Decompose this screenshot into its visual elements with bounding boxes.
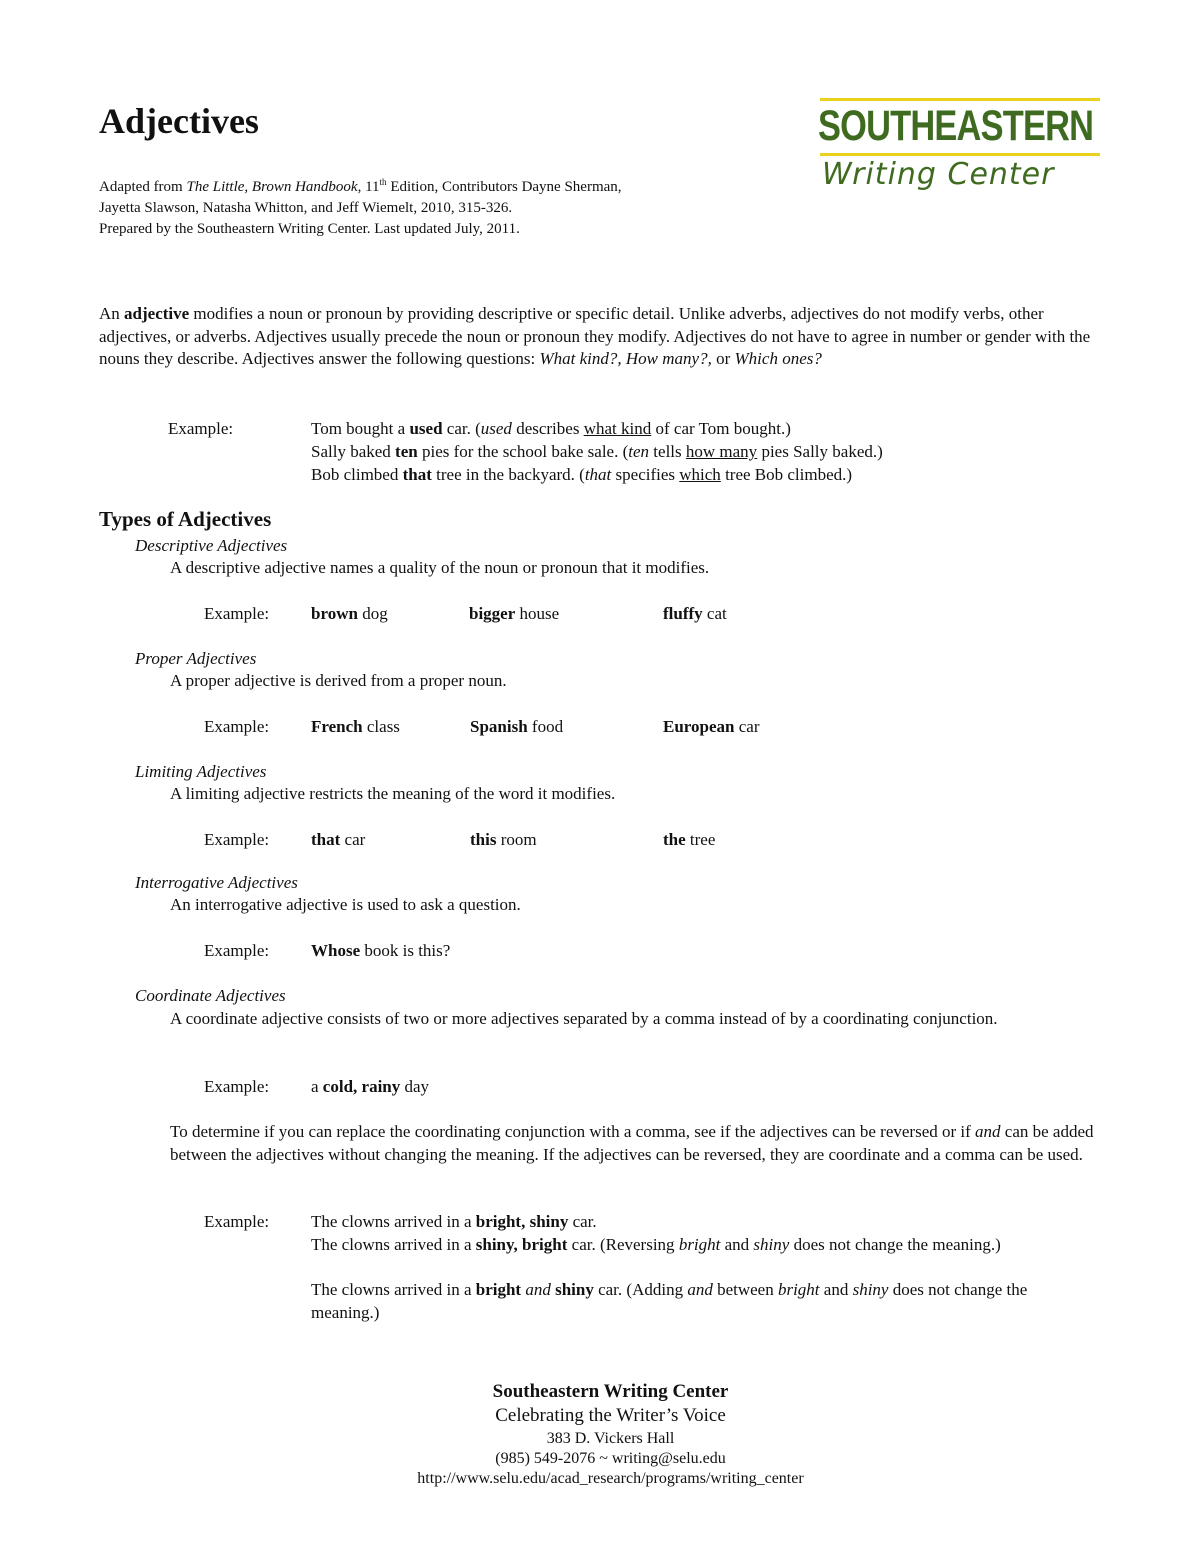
footer-contact[interactable]: (985) 549-2076 ~ writing@selu.edu xyxy=(495,1450,726,1467)
example-item: the tree xyxy=(663,830,716,849)
example-item: European car xyxy=(663,717,760,736)
example-label: Example: xyxy=(204,1212,270,1231)
type-definition: A coordinate adjective consists of two or more adjectives separated by a comma instead of by a coordinating conjunction. xyxy=(170,1009,998,1028)
type-name: Descriptive Adjectives xyxy=(135,536,288,555)
intro-paragraph: An adjective modifies a noun or pronoun by providing descriptive or specific detail. Unlike adverbs, adjectives do not modify verbs, other adjectives, or adverbs. Adjectives usually precede the noun or pronoun they modify. Adjectives do not have to agree in number or gender with the nouns they describe. Adjectives answer the following questions: What kind?, How many?, or Which ones? xyxy=(99,304,1091,369)
example-item: French class xyxy=(311,717,400,736)
type-name: Proper Adjectives xyxy=(135,649,257,668)
type-definition: A limiting adjective restricts the meaning of the word it modifies. xyxy=(170,784,616,803)
source-citation: Adapted from The Little, Brown Handbook, 11th Edition, Contributors Dayne Sherman, Jayetta Slawson, Natasha Whitton, and Jeff Wiemelt, 2010, 315-326. Prepared by the Southeastern Writing Center. Last updated July, 2011. xyxy=(99,177,622,237)
example-label: Example: xyxy=(204,830,270,849)
coordinate-paragraph: To determine if you can replace the coordinating conjunction with a comma, see if the adjectives can be reversed or if and can be added between the adjectives without changing the meaning. If the adjectives can be reversed, they are coordinate and a comma can be used. xyxy=(170,1122,1094,1164)
type-name: Coordinate Adjectives xyxy=(135,986,286,1005)
example-label: Example: xyxy=(204,604,270,623)
footer-name: Southeastern Writing Center xyxy=(492,1381,729,1402)
logo-subtitle: Writing Center xyxy=(822,157,1055,192)
example-item: Whose book is this? xyxy=(311,941,451,960)
example-label: Example: xyxy=(204,1077,270,1096)
example-label: Example: xyxy=(204,717,270,736)
footer-motto: Celebrating the Writer’s Voice xyxy=(495,1405,726,1426)
footer-address: 383 D. Vickers Hall xyxy=(546,1430,675,1447)
type-definition: An interrogative adjective is used to ask a question. xyxy=(170,895,521,914)
example-item: fluffy cat xyxy=(663,604,727,623)
example-item: brown dog xyxy=(311,604,388,623)
logo-wordmark: SOUTHEASTERN xyxy=(818,102,1094,150)
example-item: Spanish food xyxy=(470,717,564,736)
book-title: The Little, Brown Handbook xyxy=(186,179,358,195)
coordinate-example-line: The clowns arrived in a bright and shiny car. (Adding and between bright and shiny does not change the meaning.) xyxy=(311,1280,1028,1322)
example-item: bigger house xyxy=(469,604,560,623)
section-heading: Types of Adjectives xyxy=(99,507,272,531)
example-item: that car xyxy=(311,830,366,849)
type-name: Limiting Adjectives xyxy=(135,762,267,781)
footer-url-link[interactable]: http://www.selu.edu/acad_research/programs/writing_center xyxy=(417,1470,804,1487)
type-name: Interrogative Adjectives xyxy=(135,873,298,892)
example-item: this room xyxy=(470,830,537,849)
type-definition: A proper adjective is derived from a proper noun. xyxy=(170,671,507,690)
page-title: Adjectives xyxy=(99,101,259,141)
coordinate-example-line: The clowns arrived in a shiny, bright car. (Reversing bright and shiny does not change the meaning.) xyxy=(311,1235,1001,1254)
type-definition: A descriptive adjective names a quality of the noun or pronoun that it modifies. xyxy=(170,558,710,577)
coordinate-example-line: The clowns arrived in a bright, shiny car. xyxy=(311,1212,597,1231)
intro-example-line: Tom bought a used car. (used describes what kind of car Tom bought.) xyxy=(311,419,791,438)
intro-example-line: Bob climbed that tree in the backyard. (that specifies which tree Bob climbed.) xyxy=(311,465,853,484)
example-item: a cold, rainy day xyxy=(311,1077,430,1096)
intro-example-label: Example: xyxy=(168,419,234,438)
example-label: Example: xyxy=(204,941,270,960)
intro-example-line: Sally baked ten pies for the school bake sale. (ten tells how many pies Sally baked.) xyxy=(311,442,883,461)
